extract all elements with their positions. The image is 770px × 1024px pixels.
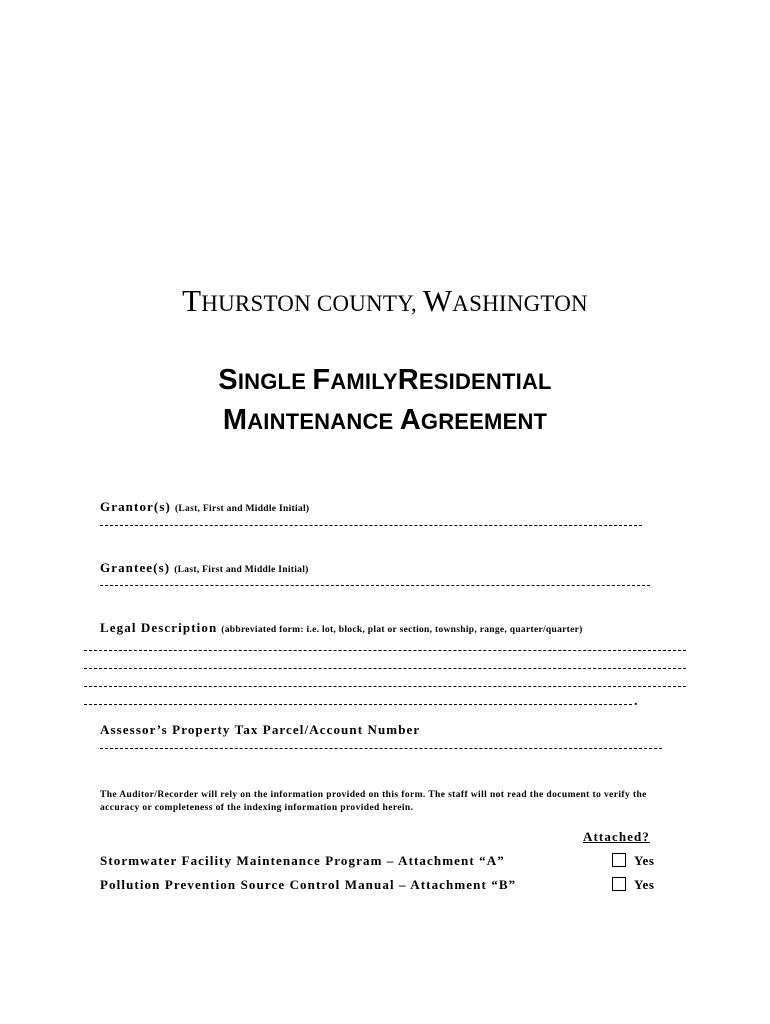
title-word-rest: ESIDENTIAL bbox=[418, 369, 552, 394]
legal-description-note: (abbreviated form: i.e. lot, block, plat or section, township, range, quarter/quarter) bbox=[221, 625, 583, 635]
title-word-initial: A bbox=[399, 404, 421, 436]
attachment-b-yes-label: Yes bbox=[634, 877, 655, 892]
attachment-b-checkbox[interactable] bbox=[612, 877, 626, 891]
parcel-number-field-line[interactable] bbox=[100, 748, 662, 749]
form-title-line-2 bbox=[0, 404, 770, 437]
legal-description-line-3[interactable] bbox=[84, 686, 686, 687]
grantee-label-text: Grantee(s) bbox=[100, 560, 171, 575]
county-heading bbox=[0, 283, 770, 319]
parcel-number-label: Assessor’s Property Tax Parcel/Account Number bbox=[100, 722, 421, 737]
grantee-field-line[interactable] bbox=[100, 585, 650, 586]
legal-description-line-1[interactable] bbox=[84, 650, 686, 651]
title-word-rest: GREEMENT bbox=[420, 409, 548, 434]
legal-description-end-period: . bbox=[634, 694, 638, 709]
legal-description-line-2[interactable] bbox=[84, 668, 686, 669]
legal-description-line-4[interactable] bbox=[84, 704, 632, 705]
grantor-note: (Last, First and Middle Initial) bbox=[174, 504, 310, 514]
attachment-a-label: Stormwater Facility Maintenance Program – Attachment “A” bbox=[100, 853, 505, 868]
title-word-rest: AINTENANCE bbox=[247, 409, 394, 434]
county-initial: T bbox=[182, 283, 202, 318]
attached-header: Attached? bbox=[583, 829, 650, 844]
attachment-a-yes-label: Yes bbox=[634, 853, 655, 868]
title-word-rest: INGLE bbox=[237, 369, 307, 394]
title-word-initial: S bbox=[218, 364, 238, 396]
title-word-initial: F bbox=[312, 364, 331, 396]
grantee-note: (Last, First and Middle Initial) bbox=[174, 565, 309, 575]
legal-description-label bbox=[100, 620, 583, 636]
state-initial: W bbox=[422, 283, 453, 318]
grantor-label bbox=[100, 499, 309, 515]
title-word-initial: R bbox=[397, 364, 419, 396]
form-title-line-1 bbox=[0, 364, 770, 397]
title-word-rest: AMILY bbox=[330, 369, 398, 394]
title-word-initial: M bbox=[222, 404, 248, 436]
grantee-label bbox=[100, 560, 309, 576]
attachment-b-label: Pollution Prevention Source Control Manual – Attachment “B” bbox=[100, 877, 517, 892]
legal-description-label-text: Legal Description bbox=[100, 620, 218, 635]
state-name: ASHINGTON bbox=[452, 291, 588, 316]
grantor-field-line[interactable] bbox=[100, 525, 642, 526]
grantor-label-text: Grantor(s) bbox=[100, 499, 171, 514]
county-name: HURSTON COUNTY bbox=[201, 291, 411, 316]
auditor-notice: The Auditor/Recorder will rely on the information provided on this form. The staff will not read the document to verify the accuracy or completeness of the indexing information provided herein. bbox=[100, 790, 647, 813]
attachment-a-checkbox[interactable] bbox=[612, 853, 626, 867]
heading-comma: , bbox=[410, 291, 423, 316]
